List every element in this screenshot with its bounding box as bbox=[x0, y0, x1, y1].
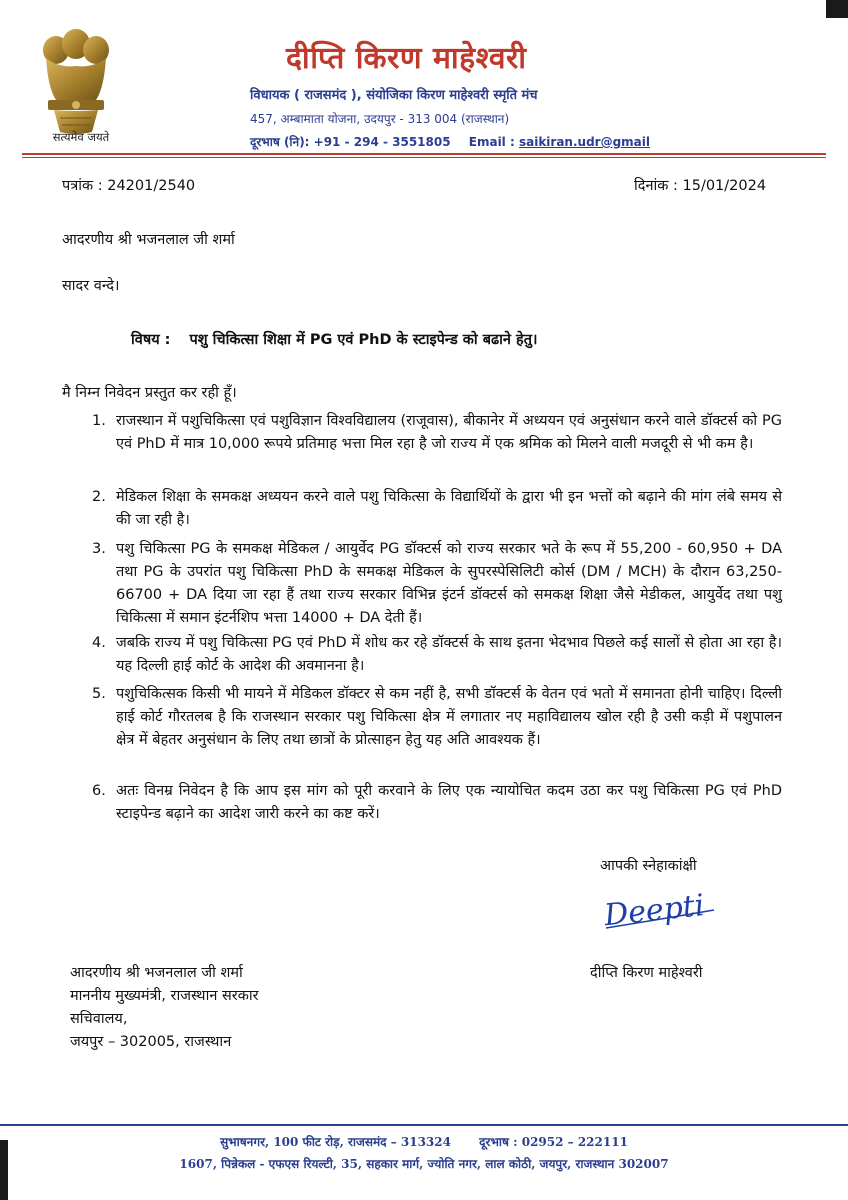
salutation: आदरणीय श्री भजनलाल जी शर्मा bbox=[62, 232, 235, 248]
recipient-address-line: जयपुर – 302005, राजस्थान bbox=[70, 1034, 232, 1050]
footer-address: सुभाषनगर, 100 फीट रोड़, राजसमंद – 313324 bbox=[220, 1135, 451, 1149]
subject-line bbox=[131, 329, 538, 349]
national-emblem-icon bbox=[34, 28, 118, 136]
list-item-number: 3. bbox=[92, 541, 106, 557]
list-item-text: राजस्थान में पशुचिकित्सा एवं पशुविज्ञान विश्वविद्यालय (राजूवास), बीकानेर में अध्ययन एवं अनुसंधान करने वाले डॉक्टर्स को PG एवं PhD में मात्र 10,000 रूपये प्रतिमाह भत्ता मिल रहा है जो राज्य में एक श्रमिक को मिलने वाली मजदूरी से भी कम है। bbox=[116, 413, 782, 452]
letter-date: दिनांक : 15/01/2024 bbox=[634, 178, 767, 194]
footer-divider bbox=[0, 1124, 848, 1126]
sender-address: 457, अम्बामाता योजना, उदयपुर - 313 004 (राजस्थान) bbox=[250, 112, 510, 126]
list-item-text: मेडिकल शिक्षा के समकक्ष अध्ययन करने वाले पशु चिकित्सा के विद्यार्थियों के द्वारा भी इन भत्तों को बढ़ाने की मांग लंबे समय से की जा रही है। bbox=[116, 489, 782, 528]
list-item-number: 5. bbox=[92, 686, 106, 702]
sender-name-heading: दीप्ति किरण माहेश्वरी bbox=[286, 41, 527, 76]
sender-contact bbox=[250, 133, 650, 150]
signature-text: Deepti bbox=[602, 888, 707, 934]
footer-office-line bbox=[0, 1133, 848, 1150]
header-divider-thin bbox=[22, 157, 826, 158]
email-label: Email : bbox=[468, 135, 515, 149]
list-item-text: जबकि राज्य में पशु चिकित्सा PG एवं PhD में शोध कर रहे डॉक्टर्स के साथ इतना भेदभाव पिछले कई सालों से होता आ रहा है। यह दिल्ली हाई कोर्ट के आदेश की अवमानना है। bbox=[116, 635, 782, 674]
recipient-address bbox=[70, 962, 259, 1054]
footer-jaipur-address: 1607, पिन्नेकल - एफएस रियल्टी, 35, सहकार मार्ग, ज्योति नगर, लाल कोठी, जयपुर, राजस्थान 302007 bbox=[179, 1157, 669, 1171]
list-item-text: पशु चिकित्सा PG के समकक्ष मेडिकल / आयुर्वेद PG डॉक्टर्स को राज्य सरकार भते के रूप में 55,200 - 60,950 + DA तथा PG के उपरांत पशु चिकित्सा PhD के समकक्ष मेडिकल के सुपरस्पेसिलिटी कोर्स (DM / MCH) के दौरान 63,250-66700 + DA दिया जा रहा हैं तथा राज्य सरकार विभिन्न इंटर्न डॉक्टर्स को समकक्ष शिक्षा जैसे मेडीकल, आयुर्वेद तथा पशु चिकित्सा में समान इंटर्नशिप भत्ता 14000 + DA देती हैं। bbox=[116, 541, 782, 626]
list-item-text: पशुचिकित्सक किसी भी मायने में मेडिकल डॉक्टर से कम नहीं है, सभी डॉक्टर्स के वेतन एवं भतो में समानता होनी चाहिए। दिल्ली हाई कोर्ट गौरतलब है कि राजस्थान सरकार पशु चिकित्सा क्षेत्र में लगातार नए महाविद्यालय खोल रही है उसी कड़ी में पशुपालन क्षेत्र में बेहतर अनुसंधान के लिए तथा छात्रों के प्रोत्साहन हेतु यह अति आवश्यक हैं। bbox=[116, 686, 782, 748]
recipient-address-line: आदरणीय श्री भजनलाल जी शर्मा bbox=[70, 965, 243, 981]
email-link[interactable]: saikiran.udr@gmail bbox=[518, 135, 651, 149]
greeting: सादर वन्दे। bbox=[62, 278, 120, 294]
recipient-address-line: माननीय मुख्यमंत्री, राजस्थान सरकार bbox=[70, 988, 259, 1004]
signer-name: दीप्ति किरण माहेश्वरी bbox=[590, 965, 703, 981]
closing-line: आपकी स्नेहाकांक्षी bbox=[600, 858, 697, 874]
list-item-number: 2. bbox=[92, 489, 106, 505]
list-item-number: 4. bbox=[92, 635, 106, 651]
header-divider bbox=[22, 153, 826, 155]
subject-text: पशु चिकित्सा शिक्षा में PG एवं PhD के स्टाइपेन्ड को बढाने हेतु। bbox=[189, 332, 538, 348]
subject-label: विषय : bbox=[131, 332, 171, 348]
sender-phone: दूरभाष (नि): +91 - 294 - 3551805 bbox=[250, 135, 451, 149]
reference-number: पत्रांक : 24201/2540 bbox=[62, 178, 196, 194]
emblem-motto: सत्यमेव जयते bbox=[52, 130, 110, 144]
list-item-number: 6. bbox=[92, 783, 106, 799]
list-item-number: 1. bbox=[92, 413, 106, 429]
handwritten-signature bbox=[596, 880, 726, 940]
sender-designation: विधायक ( राजसमंद ), संयोजिका किरण माहेश्वरी स्मृति मंच bbox=[250, 88, 538, 103]
footer-phone: दूरभाष : 02952 – 222111 bbox=[479, 1135, 628, 1149]
recipient-address-line: सचिवालय, bbox=[70, 1011, 128, 1027]
scan-corner-mark bbox=[826, 0, 848, 18]
intro-line: मै निम्न निवेदन प्रस्तुत कर रही हूँ। bbox=[62, 385, 237, 401]
list-item-text: अतः विनम्र निवेदन है कि आप इस मांग को पूरी करवाने के लिए एक न्यायोचित कदम उठा कर पशु चिकित्सा PG एवं PhD स्टाइपेन्ड बढ़ाने का आदेश जारी करने का कष्ट करें। bbox=[116, 783, 782, 822]
